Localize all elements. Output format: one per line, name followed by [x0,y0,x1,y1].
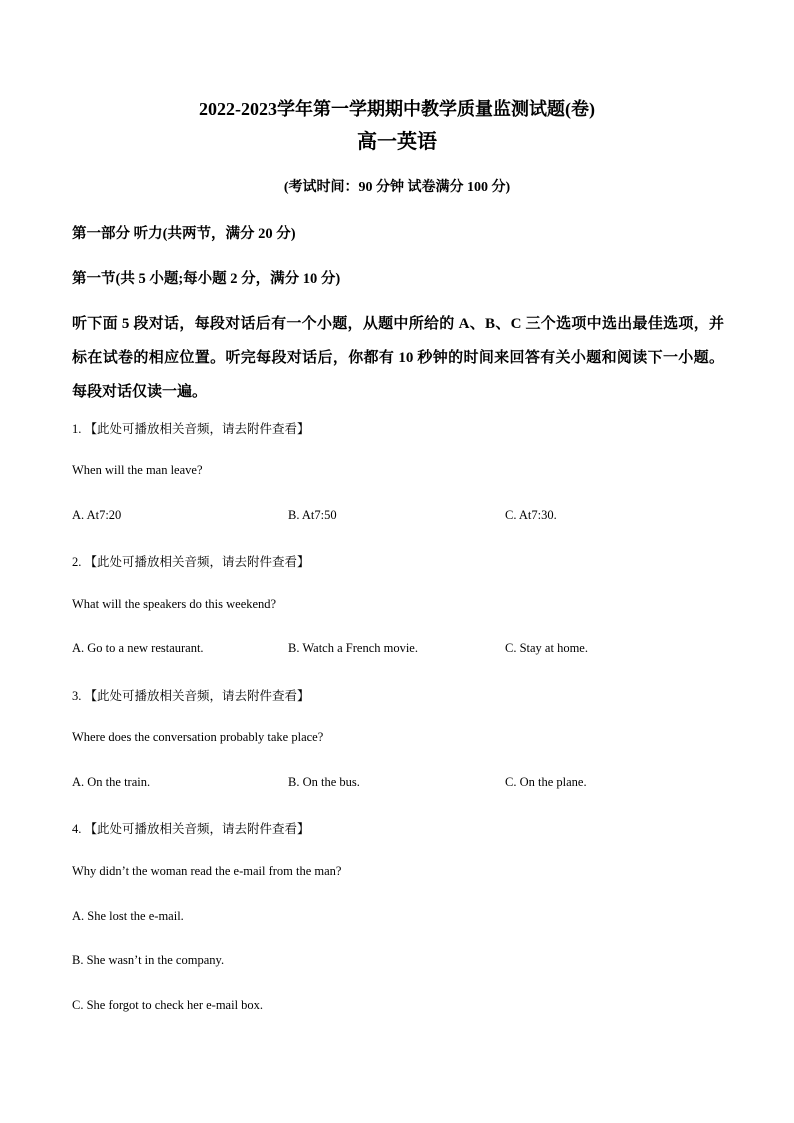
q3-option-a: A. On the train. [72,775,151,789]
q2-option-c: C. Stay at home. [505,641,588,655]
q4-option-c: C. She forgot to check her e-mail box. [72,998,264,1012]
q4-option-b: B. She wasn’t in the company. [72,953,225,967]
q3-option-b: B. On the bus. [288,775,360,789]
page-title: 2022-2023学年第一学期期中教学质量监测试题(卷) [199,99,595,119]
q1-option-c: C. At7:30. [505,508,557,522]
exam-info: (考试时间：90 分钟 试卷满分 100 分) [283,180,511,195]
audio-note-2: 2. 【此处可播放相关音频，请去附件查看】 [72,555,310,569]
audio-note-4: 4. 【此处可播放相关音频，请去附件查看】 [72,822,310,836]
question-1: When will the man leave? [72,463,203,477]
part-one-heading: 第一部分 听力(共两节，满分 20 分) [72,226,296,242]
question-3: Where does the conversation probably take place? [72,730,324,744]
q1-option-b: B. At7:50 [288,508,337,522]
q2-option-b: B. Watch a French movie. [288,641,418,655]
q3-option-c: C. On the plane. [505,775,587,789]
question-2: What will the speakers do this weekend? [72,597,277,611]
instructions: 听下面 5 段对话，每段对话后有一个小题，从题中所给的 A、B、C 三个选项中选出最佳选项，并标在试卷的相应位置。听完每段对话后，你都有 10 秒钟的时间来回答有关小题和阅读下一小题。每段对话仅读一遍。 [72,316,724,400]
q4-option-a: A. She lost the e-mail. [72,909,184,923]
section-one-heading: 第一节(共 5 小题;每小题 2 分，满分 10 分) [72,271,341,287]
q1-option-a: A. At7:20 [72,508,122,522]
audio-note-1: 1. 【此处可播放相关音频，请去附件查看】 [72,422,310,436]
audio-note-3: 3. 【此处可播放相关音频，请去附件查看】 [72,689,310,703]
page-subtitle: 高一英语 [357,131,437,153]
q2-option-a: A. Go to a new restaurant. [72,641,204,655]
question-4: Why didn’t the woman read the e-mail from the man? [72,864,342,878]
